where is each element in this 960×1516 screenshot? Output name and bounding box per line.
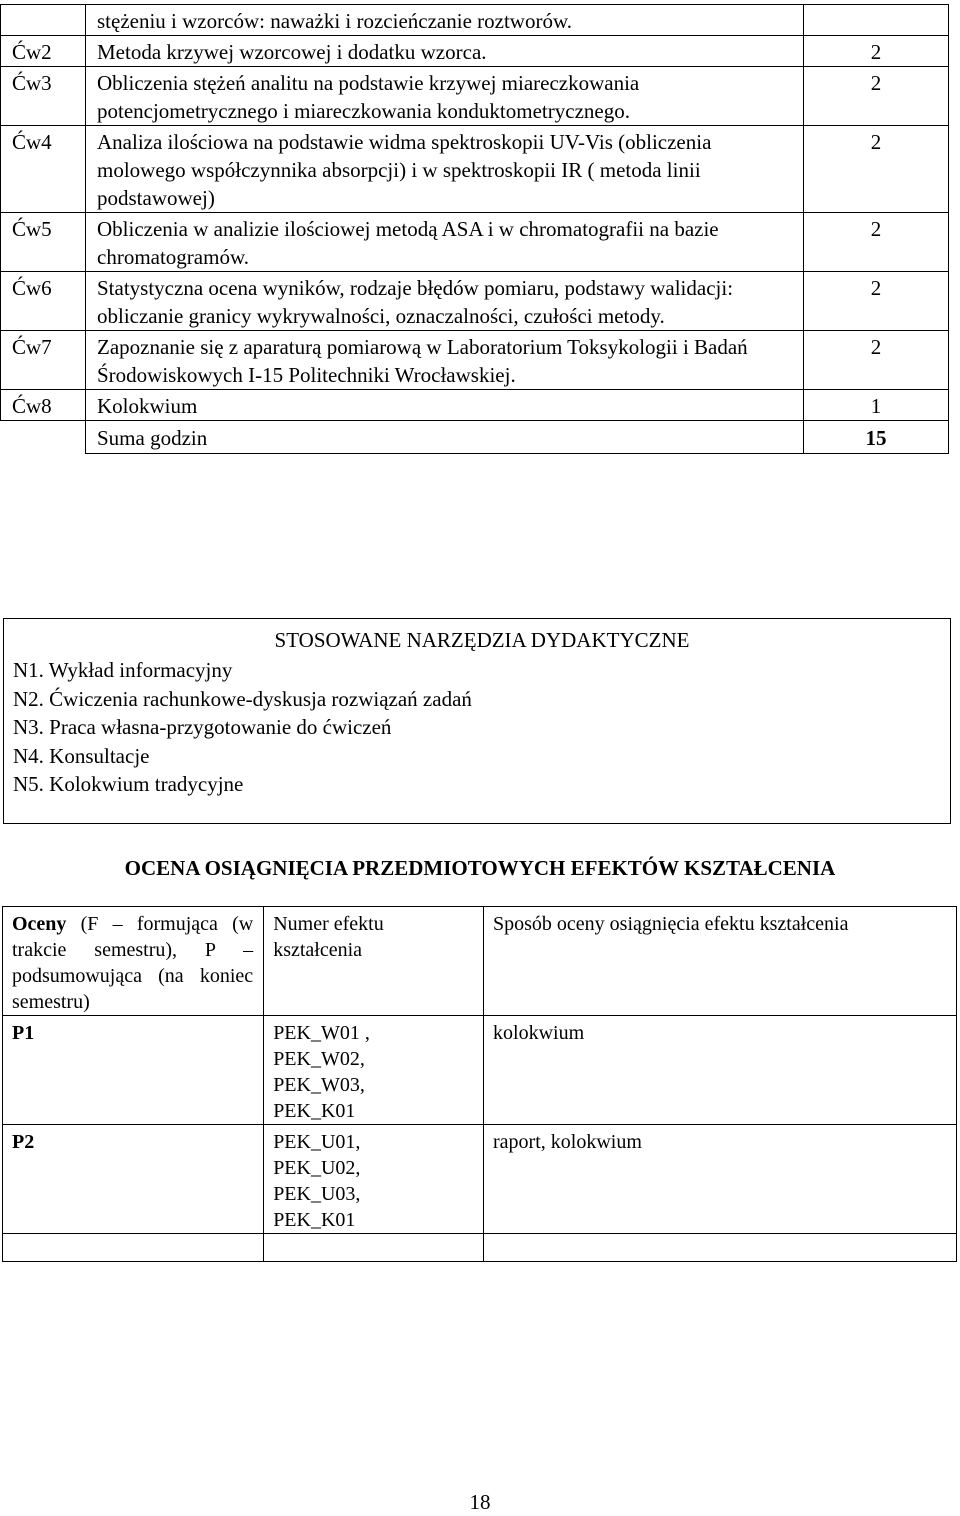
effect-code: PEK_K01 (273, 1209, 356, 1231)
exercise-code (1, 5, 86, 36)
table-row (1, 272, 949, 331)
exercise-topic: Zapoznanie się z aparaturą pomiarową w Laboratorium Toksykologii i Badań Środowiskowych I-15 Politechniki Wrocławskiej. (86, 331, 804, 390)
page-number: 18 (469, 1490, 491, 1514)
exercise-hours: 2 (804, 126, 949, 213)
empty-cell (484, 1234, 957, 1262)
empty-cell (3, 1234, 264, 1262)
evaluation-title: OCENA OSIĄGNIĘCIA PRZEDMIOTOWYCH EFEKTÓW KSZTAŁCENIA (124, 856, 836, 880)
exercise-code: Ćw5 (1, 213, 86, 272)
list-item: N5. Kolokwium tradycyjne (13, 772, 244, 796)
sum-row (1, 421, 949, 454)
exercise-code: Ćw7 (1, 331, 86, 390)
exercise-hours: 2 (804, 36, 949, 67)
sum-value: 15 (804, 421, 949, 454)
effect-code: PEK_U02, (273, 1157, 361, 1179)
exercise-code: Ćw3 (1, 67, 86, 126)
list-item: N2. Ćwiczenia rachunkowe-dyskusja rozwiązań zadań (13, 686, 472, 711)
table-row (1, 5, 949, 36)
table-row (1, 213, 949, 272)
sum-label: Suma godzin (86, 421, 804, 454)
method-cell: kolokwium (484, 1016, 957, 1125)
exercise-code: Ćw4 (1, 126, 86, 213)
teaching-tools-list (13, 656, 472, 799)
table-row (1, 36, 949, 67)
effect-code: PEK_W03, (273, 1074, 365, 1096)
exercise-hours (804, 5, 949, 36)
exercise-code: Ćw2 (1, 36, 86, 67)
header-evaluation-method: Sposób oceny osiągnięcia efektu kształcenia (484, 907, 957, 1016)
table-row (1, 67, 949, 126)
header-grades-rest: (F – formująca (w trakcie semestru), P – podsumowująca (na koniec semestru) (12, 913, 254, 1013)
method-cell: raport, kolokwium (484, 1125, 957, 1234)
header-effect-number: Numer efektu kształcenia (264, 907, 484, 1016)
teaching-tools-title: STOSOWANE NARZĘDZIA DYDAKTYCZNE (274, 628, 690, 652)
evaluation-table (2, 906, 957, 1262)
exercise-hours: 2 (804, 213, 949, 272)
exercise-hours: 2 (804, 272, 949, 331)
exercise-code: Ćw6 (1, 272, 86, 331)
list-item: N1. Wykład informacyjny (13, 658, 233, 682)
grade-cell: P2 (3, 1125, 264, 1234)
list-item: N3. Praca własna-przygotowanie do ćwiczeń (13, 715, 392, 739)
teaching-tools-box (3, 618, 951, 824)
effect-code: PEK_W01 , (273, 1022, 370, 1044)
empty-cell (264, 1234, 484, 1262)
exercises-table (0, 4, 949, 454)
exercise-hours: 1 (804, 390, 949, 421)
exercise-topic: Analiza ilościowa na podstawie widma spektroskopii UV-Vis (obliczenia molowego współczynnika absorpcji) i w spektroskopii IR ( metoda linii podstawowej) (86, 126, 804, 213)
table-row (3, 1125, 957, 1234)
exercise-topic: Statystyczna ocena wyników, rodzaje błędów pomiaru, podstawy walidacji: obliczanie granicy wykrywalności, oznaczalności, czułości metody. (86, 272, 804, 331)
effect-code: PEK_K01 (273, 1100, 356, 1122)
effect-code: PEK_U03, (273, 1183, 361, 1205)
table-header-row (3, 907, 957, 1016)
exercise-topic: Obliczenia w analizie ilościowej metodą ASA i w chromatografii na bazie chromatogramów. (86, 213, 804, 272)
exercise-topic: Obliczenia stężeń analitu na podstawie krzywej miareczkowania potencjometrycznego i miareczkowania konduktometrycznego. (86, 67, 804, 126)
effect-code: PEK_W02, (273, 1048, 365, 1070)
header-grades-bold: Oceny (12, 913, 67, 935)
exercise-topic: Kolokwium (86, 390, 804, 421)
exercise-hours: 2 (804, 67, 949, 126)
sum-spacer-cell (1, 421, 86, 454)
effect-code: PEK_U01, (273, 1131, 361, 1153)
table-row (1, 331, 949, 390)
exercise-topic: stężeniu i wzorców: naważki i rozcieńczanie roztworów. (86, 5, 804, 36)
list-item: N4. Konsultacje (13, 743, 150, 768)
effects-cell (264, 1125, 484, 1234)
table-row (3, 1234, 957, 1262)
table-row (3, 1016, 957, 1125)
header-grades (3, 907, 264, 1016)
effects-cell (264, 1016, 484, 1125)
table-row (1, 126, 949, 213)
exercise-topic: Metoda krzywej wzorcowej i dodatku wzorca. (86, 36, 804, 67)
exercise-hours: 2 (804, 331, 949, 390)
exercise-code: Ćw8 (1, 390, 86, 421)
table-row (1, 390, 949, 421)
grade-cell: P1 (3, 1016, 264, 1125)
